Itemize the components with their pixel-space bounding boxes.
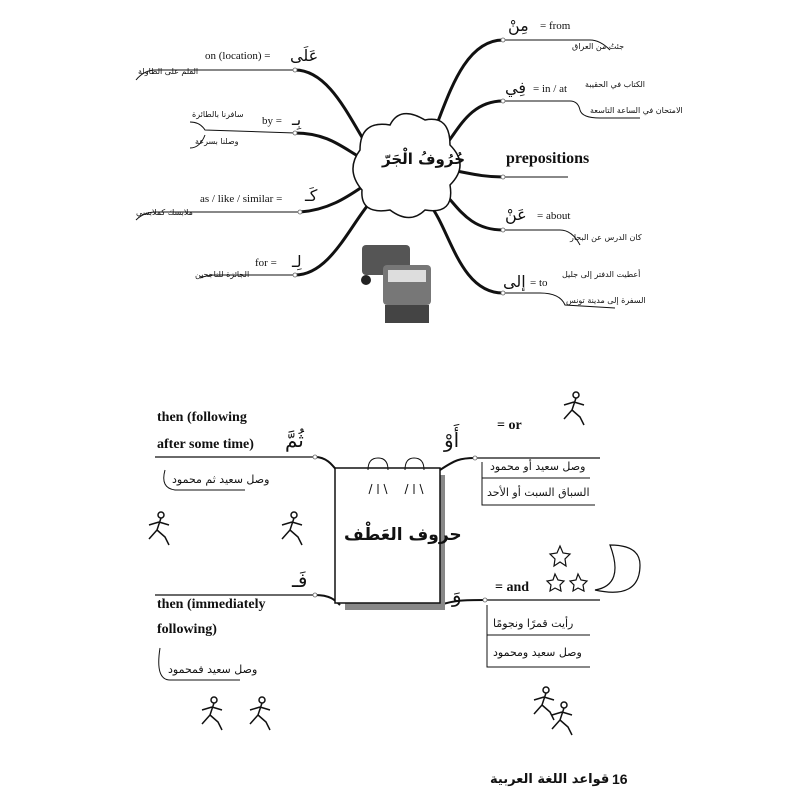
conj-arabic-fa: فَـ (292, 568, 308, 592)
conj-arabic-wa: وَ (452, 583, 462, 607)
prep-meaning-fi: = in / at (533, 83, 568, 95)
conj-example: رأيت قمرًا ونجومًا (493, 617, 574, 630)
conj-example: وصل سعيد أو محمود (490, 460, 586, 473)
prepositions-center-title: حُرُوفُ الْجَرّ (382, 150, 466, 168)
conj-example: وصل سعيد فمحمود (168, 663, 258, 676)
conjunctions-center-title: حروف العَطْف (344, 525, 462, 545)
prep-example: وصلنا بسرعة (195, 137, 239, 146)
conj-meaning: following) (157, 622, 217, 637)
prep-example: الامتحان في الساعة التاسعة (590, 106, 683, 115)
conj-example: وصل سعيد ثم محمود (172, 473, 270, 486)
conj-example: السباق السبت أو الأحد (487, 486, 590, 499)
prep-meaning-bi: by = (262, 115, 282, 127)
prep-arabic-li: لِـ (292, 252, 302, 271)
prep-meaning-ila: = to (530, 277, 548, 289)
prep-example: كان الدرس عن البحار (570, 233, 642, 242)
prep-example: الجائزة للناجحين (195, 270, 250, 279)
prep-arabic-an: عَنْ (505, 205, 527, 224)
prep-example: ملابسك كملابسي (136, 208, 193, 217)
prep-arabic-ka: كَـ (305, 186, 318, 205)
conj-example: وصل سعيد ومحمود (493, 646, 582, 659)
prep-arabic-fi: فِي (505, 78, 526, 97)
prep-arabic-ila: إلى (503, 272, 526, 291)
conj-meaning: = and (495, 580, 530, 595)
page-number: 16 (612, 771, 628, 787)
prep-example: سافرنا بالطائرة (192, 110, 244, 119)
prep-meaning-ka: as / like / similar = (200, 193, 283, 205)
conj-meaning: then (following (157, 410, 247, 425)
prep-example: السفرة إلى مدينة تونس (566, 296, 646, 305)
prep-example: جئتُ من العراق (572, 42, 625, 51)
conj-meaning: = or (497, 418, 522, 433)
prep-meaning-an: = about (537, 210, 571, 222)
prep-example: القلم على الطاولة (138, 67, 199, 76)
prep-meaning-ala: on (location) = (205, 50, 271, 62)
prep-arabic-min: مِنْ (508, 16, 529, 35)
cars-illustration (361, 245, 431, 323)
conj-arabic-aw: أَوْ (444, 428, 460, 452)
conj-meaning: after some time) (157, 437, 254, 452)
prep-arabic-ala: عَلَى (290, 46, 319, 65)
prep-example: أعطيت الدفتر إلى جليل (562, 270, 641, 279)
prep-meaning-min: = from (540, 20, 571, 32)
book-title: قواعد اللغة العربية (490, 772, 610, 787)
prep-meaning-li: for = (255, 257, 277, 269)
prep-arabic-bi: بِـ (292, 110, 302, 129)
prepositions-heading: prepositions (506, 150, 590, 167)
conj-meaning: then (immediately (157, 597, 266, 612)
prep-example: الكتاب في الحقيبة (585, 80, 646, 89)
conj-arabic-thumma: ثُمَّ (285, 428, 304, 452)
